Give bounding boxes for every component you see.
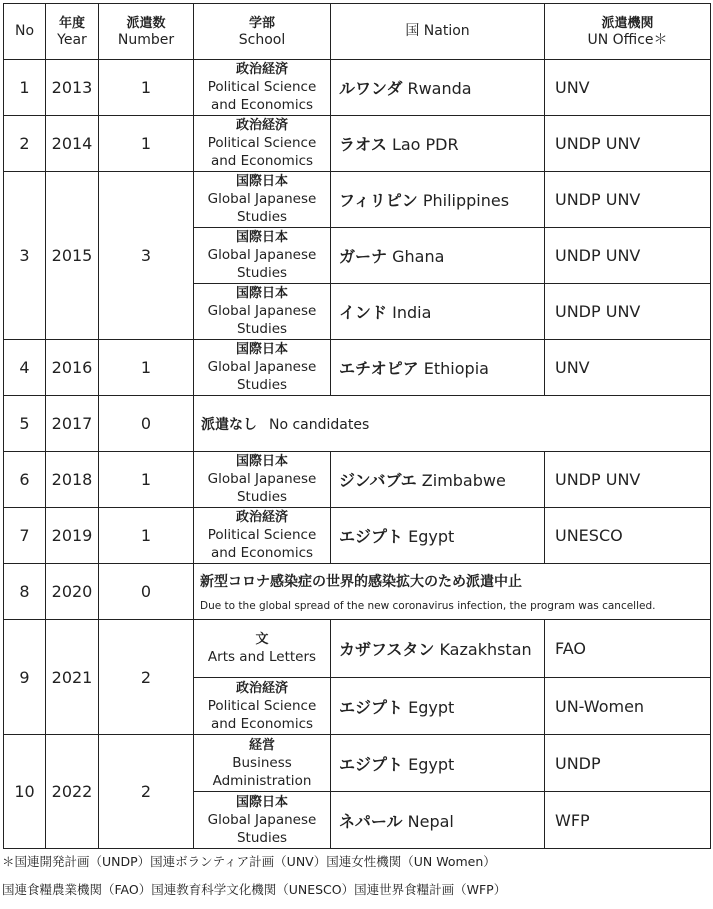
row-year: 2017 xyxy=(46,396,99,452)
row-number: 1 xyxy=(99,508,194,564)
table-row xyxy=(4,620,711,678)
nation-en: Ghana xyxy=(392,247,445,266)
school-en: Business Administration xyxy=(212,754,312,789)
table-row xyxy=(4,340,711,396)
row-number: 0 xyxy=(99,564,194,620)
row-nation xyxy=(331,452,545,508)
nation-en: Rwanda xyxy=(407,79,472,98)
row-school xyxy=(194,340,331,396)
row-office: UNDP xyxy=(545,735,711,792)
row-no: 1 xyxy=(4,60,46,116)
row-year: 2021 xyxy=(46,620,99,735)
school-jp: 国際日本 xyxy=(235,230,288,245)
row-office: UNDP UNV xyxy=(545,172,711,228)
row-office: UNDP UNV xyxy=(545,116,711,172)
school-jp: 政治経済 xyxy=(235,118,288,133)
row-office: UNDP UNV xyxy=(545,228,711,284)
row-nation xyxy=(331,284,545,340)
header-year-jp: 年度 xyxy=(58,15,85,31)
school-en: Political Science and Economics xyxy=(207,527,317,561)
row-no: 4 xyxy=(4,340,46,396)
row-year: 2018 xyxy=(46,452,99,508)
row-no: 7 xyxy=(4,508,46,564)
row-number: 2 xyxy=(99,620,194,735)
nation-en: Kazakhstan xyxy=(439,640,532,659)
row-year: 2022 xyxy=(46,735,99,849)
header-school-en: School xyxy=(238,31,286,48)
row-number: 2 xyxy=(99,735,194,849)
dispatch-table xyxy=(3,3,711,849)
school-jp: 政治経済 xyxy=(235,510,288,525)
note-en: No candidates xyxy=(269,416,370,433)
nation-en: Nepal xyxy=(407,811,454,831)
note-jp: 新型コロナ感染症の世界的感染拡大のため派遣中止 xyxy=(200,573,522,590)
row-office: UNV xyxy=(545,60,711,116)
school-en: Political Science and Economics xyxy=(207,697,317,732)
nation-jp: エジプト xyxy=(339,754,404,774)
row-office: UNDP UNV xyxy=(545,284,711,340)
row-school xyxy=(194,452,331,508)
row-no: 2 xyxy=(4,116,46,172)
row-office: UN-Women xyxy=(545,678,711,735)
header-number-jp: 派遣数 xyxy=(126,15,166,31)
row-office: UNESCO xyxy=(545,508,711,564)
row-no: 10 xyxy=(4,735,46,849)
table-row xyxy=(4,735,711,792)
row-nation xyxy=(331,116,545,172)
row-nation xyxy=(331,735,545,792)
row-number: 1 xyxy=(99,340,194,396)
row-number: 1 xyxy=(99,116,194,172)
row-school xyxy=(194,116,331,172)
school-jp: 経営 xyxy=(248,737,275,753)
row-nation xyxy=(331,228,545,284)
nation-jp: フィリピン xyxy=(339,191,418,210)
row-no: 5 xyxy=(4,396,46,452)
nation-jp: インド xyxy=(339,303,388,322)
note-jp: 派遣なし xyxy=(201,416,257,433)
row-office: UNV xyxy=(545,340,711,396)
school-en: Political Science and Economics xyxy=(207,79,317,113)
row-no: 3 xyxy=(4,172,46,340)
nation-jp: ルワンダ xyxy=(339,79,403,98)
row-nation xyxy=(331,340,545,396)
school-jp: 文 xyxy=(255,632,269,647)
school-jp: 国際日本 xyxy=(235,794,288,810)
row-office: UNDP UNV xyxy=(545,452,711,508)
row-nation xyxy=(331,678,545,735)
row-number: 1 xyxy=(99,60,194,116)
row-office: WFP xyxy=(545,792,711,849)
row-nation xyxy=(331,620,545,678)
row-number: 0 xyxy=(99,396,194,452)
school-jp: 国際日本 xyxy=(235,454,288,469)
header-office-jp: 派遣機関 xyxy=(601,15,654,31)
row-nation xyxy=(331,60,545,116)
nation-en: Egypt xyxy=(408,527,455,546)
table-row xyxy=(4,396,711,452)
row-school xyxy=(194,228,331,284)
school-en: Global Japanese Studies xyxy=(207,247,317,281)
table-row xyxy=(4,452,711,508)
nation-en: Philippines xyxy=(422,191,510,210)
nation-jp: ガーナ xyxy=(339,247,388,266)
row-note xyxy=(194,564,711,620)
nation-en: Egypt xyxy=(408,754,455,774)
nation-en: Egypt xyxy=(408,697,455,717)
table-row xyxy=(4,116,711,172)
row-school xyxy=(194,620,331,678)
school-jp: 政治経済 xyxy=(235,680,288,696)
row-school xyxy=(194,284,331,340)
header-school xyxy=(194,4,331,60)
row-school xyxy=(194,735,331,792)
header-number-en: Number xyxy=(117,31,175,48)
school-en: Global Japanese Studies xyxy=(207,811,317,846)
row-no: 9 xyxy=(4,620,46,735)
header-office xyxy=(545,4,711,60)
row-year: 2020 xyxy=(46,564,99,620)
footnote-line-2: 国連食糧農業機関（FAO）国連教育科学文化機関（UNESCO）国連世界食糧計画（WFP） xyxy=(2,882,507,897)
row-nation xyxy=(331,172,545,228)
nation-jp: ネパール xyxy=(339,811,403,831)
row-year: 2019 xyxy=(46,508,99,564)
school-en: Global Japanese Studies xyxy=(207,303,317,337)
header-no: No xyxy=(4,4,46,60)
school-jp: 国際日本 xyxy=(235,342,288,357)
school-jp: 政治経済 xyxy=(235,62,288,77)
nation-jp: ラオス xyxy=(339,135,387,154)
nation-en: India xyxy=(392,303,432,322)
table-row xyxy=(4,508,711,564)
row-school xyxy=(194,792,331,849)
header-office-en: UN Office＊ xyxy=(587,31,668,48)
row-office: FAO xyxy=(545,620,711,678)
nation-jp: エジプト xyxy=(339,527,404,546)
row-school xyxy=(194,678,331,735)
nation-jp: エジプト xyxy=(339,697,404,717)
row-school xyxy=(194,60,331,116)
nation-jp: カザフスタン xyxy=(339,640,435,659)
header-row xyxy=(4,4,711,60)
header-school-jp: 学部 xyxy=(248,15,275,31)
row-year: 2016 xyxy=(46,340,99,396)
school-en: Global Japanese Studies xyxy=(207,191,317,225)
nation-en: Lao PDR xyxy=(391,135,459,154)
row-number: 3 xyxy=(99,172,194,340)
table-row xyxy=(4,564,711,620)
table-row xyxy=(4,60,711,116)
school-en: Political Science and Economics xyxy=(207,135,317,169)
school-en: Global Japanese Studies xyxy=(207,471,317,505)
row-no: 8 xyxy=(4,564,46,620)
row-number: 1 xyxy=(99,452,194,508)
school-jp: 国際日本 xyxy=(235,174,288,189)
header-nation: 国 Nation xyxy=(331,4,545,60)
header-year-en: Year xyxy=(57,31,87,48)
table-row xyxy=(4,172,711,228)
header-number xyxy=(99,4,194,60)
nation-en: Zimbabwe xyxy=(421,471,506,490)
row-nation xyxy=(331,792,545,849)
row-no: 6 xyxy=(4,452,46,508)
row-year: 2013 xyxy=(46,60,99,116)
school-jp: 国際日本 xyxy=(235,286,288,301)
school-en: Global Japanese Studies xyxy=(207,359,317,393)
nation-jp: ジンバブエ xyxy=(339,471,417,490)
row-year: 2014 xyxy=(46,116,99,172)
header-year xyxy=(46,4,99,60)
footnote-line-1: ＊国連開発計画（UNDP）国連ボランティア計画（UNV）国連女性機関（UN Women） xyxy=(2,854,496,869)
row-note xyxy=(194,396,711,452)
row-school xyxy=(194,172,331,228)
school-en: Arts and Letters xyxy=(207,649,317,665)
nation-jp: エチオピア xyxy=(339,359,419,378)
nation-en: Ethiopia xyxy=(423,359,489,378)
row-nation xyxy=(331,508,545,564)
row-year: 2015 xyxy=(46,172,99,340)
row-school xyxy=(194,508,331,564)
note-en: Due to the global spread of the new coronavirus infection, the program was cancelled. xyxy=(200,599,656,612)
